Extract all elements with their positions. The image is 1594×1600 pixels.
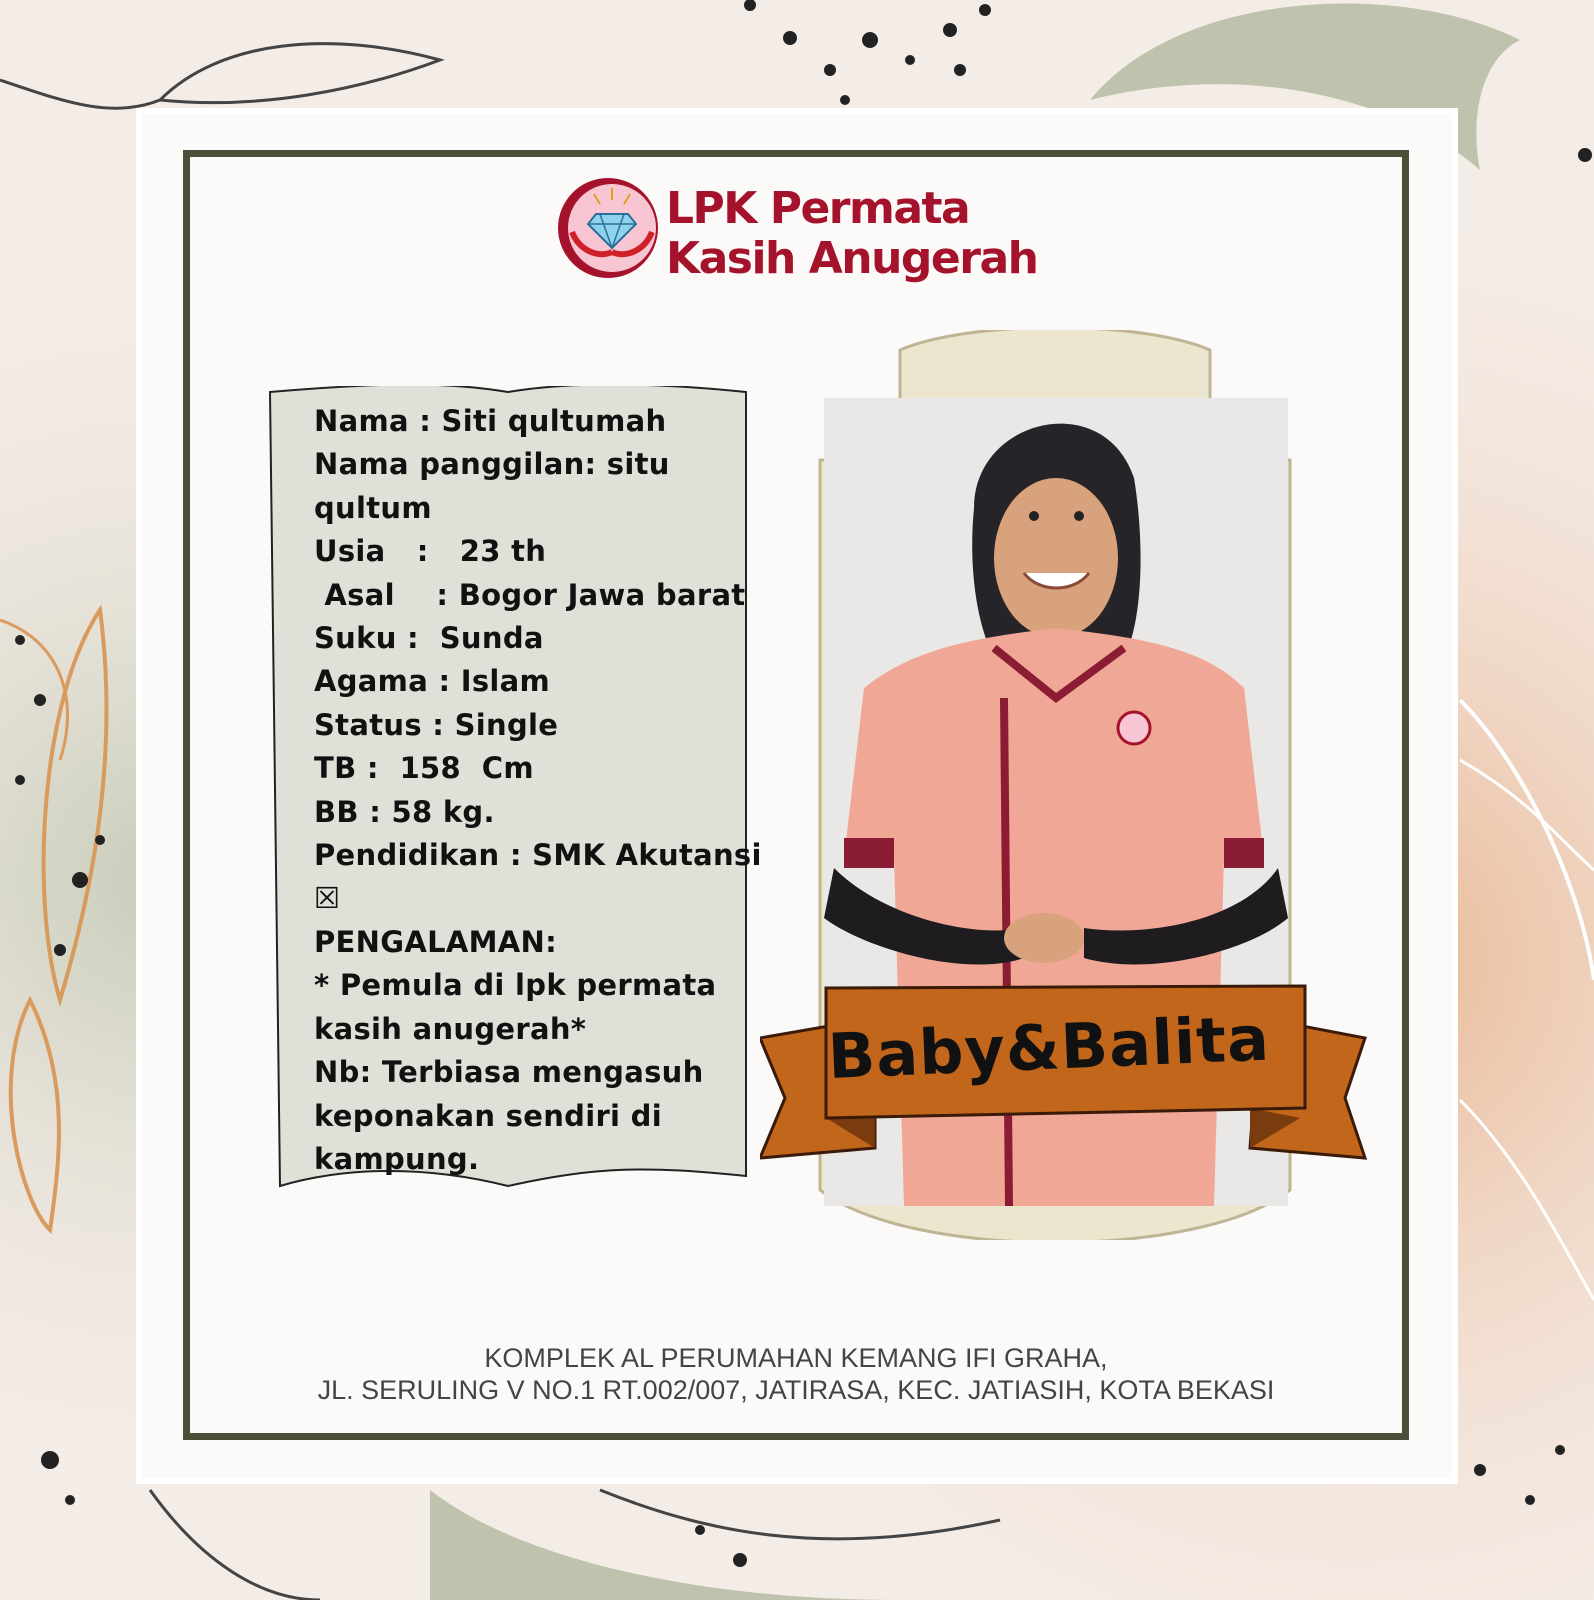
detail-line: PENGALAMAN: [314,924,557,959]
address-line1: KOMPLEK AL PERUMAHAN KEMANG IFI GRAHA, [484,1343,1108,1373]
detail-line: Nama panggilan: situ [314,447,670,482]
detail-line: Suku : Sunda [314,621,544,656]
detail-line: Pendidikan : SMK Akutansi [314,838,762,873]
detail-line: kasih anugerah* [314,1011,587,1046]
detail-line: qultum [314,490,432,525]
detail-line: * Pemula di lpk permata [314,968,717,1003]
detail-line: Agama : Islam [314,664,551,699]
detail-line: ☒ [314,881,341,916]
category-label: Baby&Balita [826,1001,1272,1093]
detail-line: TB : 158 Cm [314,751,534,786]
detail-line: BB : 58 kg. [314,794,495,829]
detail-line: keponakan sendiri di [314,1098,662,1133]
detail-line: kampung. [314,1141,480,1176]
brand-line2: Kasih Anugerah [666,233,1038,284]
address-line2: JL. SERULING V NO.1 RT.002/007, JATIRASA, KEC. JATIASIH, KOTA BEKASI [317,1375,1275,1405]
detail-line: Usia : 23 th [314,534,547,569]
profile-details [314,400,784,1181]
address-block [183,1342,1409,1406]
detail-line: Status : Single [314,707,559,742]
diamond-emblem-icon [556,174,666,284]
brand-line1: LPK Permata [666,183,970,234]
brand-name [666,184,1037,284]
brand-logo [556,174,1076,304]
detail-line: Nb: Terbiasa mengasuh [314,1055,704,1090]
detail-line: Asal : Bogor Jawa barat [314,577,746,612]
detail-line: Nama : Siti qultumah [314,404,667,438]
